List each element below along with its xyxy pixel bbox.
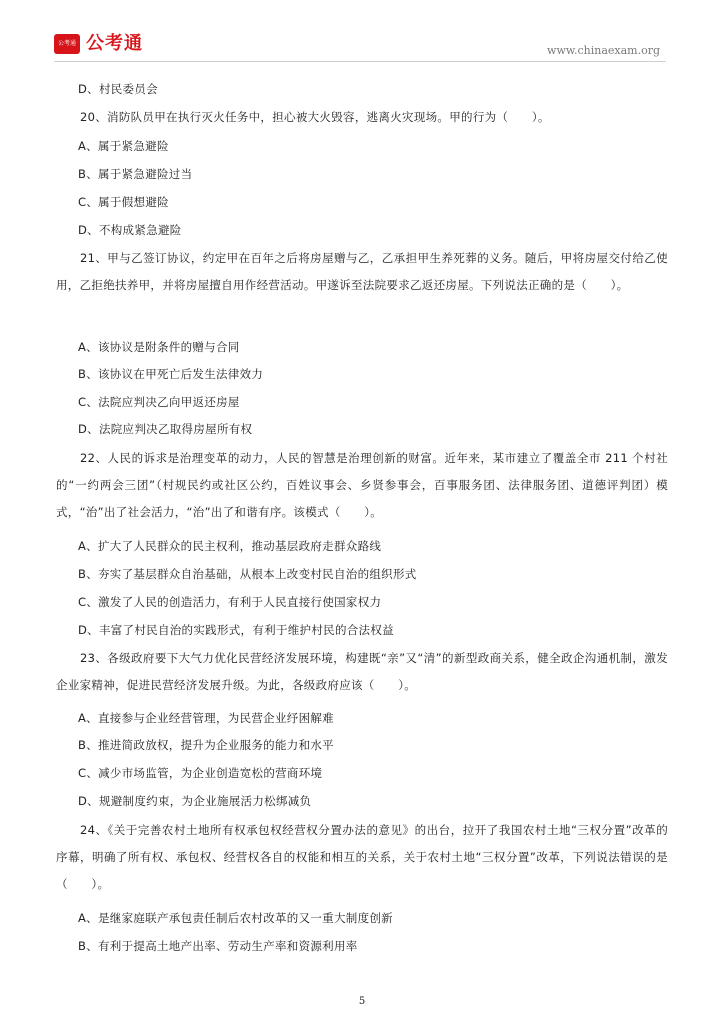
question-22-option-b: B、夯实了基层群众自治基础，从根本上改变村民自治的组织形式 [78,567,417,581]
question-24-option-b: B、有利于提高土地产出率、劳动生产率和资源利用率 [78,939,358,953]
question-21-option-c: C、法院应判决乙向甲返还房屋 [78,395,240,409]
header-divider [54,61,666,62]
question-24-stem: 24、《关于完善农村土地所有权承包权经营权分置办法的意见》的出台，拉开了我国农村土地“三权分置”改革的序幕，明确了所有权、承包权、经营权各自的权能和相互的关系，关于农村土地“三权分置”改革，下列说法错误的是（ ）。 [56,823,668,891]
question-20-stem: 20、消防队员甲在执行灭火任务中，担心被大火毁容，逃离火灾现场。甲的行为（ ）。 [80,110,550,124]
question-23-option-c: C、减少市场监管，为企业创造宽松的营商环境 [78,766,323,780]
question-21-option-b: B、该协议在甲死亡后发生法律效力 [78,367,264,381]
logo-text: 公考通 [86,33,143,54]
question-22-option-a: A、扩大了人民群众的民主权利，推动基层政府走群众路线 [78,539,382,553]
page-header [0,0,724,64]
question-23-option-d: D、规避制度约束，为企业施展活力松绑减负 [78,794,312,808]
question-21-option-d: D、法院应判决乙取得房屋所有权 [78,422,253,436]
question-24-option-a: A、是继家庭联产承包责任制后农村改革的又一重大制度创新 [78,911,393,925]
question-21-option-a: A、该协议是附条件的赠与合同 [78,340,240,354]
question-22-option-c: C、激发了人民的创造活力，有利于人民直接行使国家权力 [78,595,382,609]
prev-question-option-d: D、村民委员会 [78,82,158,96]
site-url: www.chinaexam.org [547,44,660,57]
question-20-option-c: C、属于假想避险 [78,195,169,209]
question-23-option-a: A、直接参与企业经营管理，为民营企业纾困解难 [78,711,334,725]
logo-mark: 公考通 [54,34,80,54]
question-20-option-a: A、属于紧急避险 [78,139,169,153]
question-22-stem: 22、人民的诉求是治理变革的动力，人民的智慧是治理创新的财富。近年来，某市建立了覆盖全市 211 个村社的“一约两会三团”（村规民约或社区公约，百姓议事会、乡贤参事会，百事服务团、法律服务团、道德评判团）模式，“治”出了社会活力，“治”出了和谐有序。该模式（ ）。 [56,451,668,519]
question-20-option-d: D、不构成紧急避险 [78,223,182,237]
question-21-stem: 21、甲与乙签订协议，约定甲在百年之后将房屋赠与乙，乙承担甲生养死葬的义务。随后，甲将房屋交付给乙使用，乙拒绝扶养甲，并将房屋擅自用作经营活动。甲遂诉至法院要求乙返还房屋。下列说法正确的是（ ）。 [56,251,668,292]
question-20-option-b: B、属于紧急避险过当 [78,167,193,181]
page-number: 5 [358,996,366,1007]
question-22-option-d: D、丰富了村民自治的实践形式，有利于维护村民的合法权益 [78,623,394,637]
question-23-stem: 23、各级政府要下大气力优化民营经济发展环境，构建既“亲”又“清”的新型政商关系，健全政企沟通机制，激发企业家精神，促进民营经济发展升级。为此，各级政府应该（ ）。 [56,651,668,692]
question-23-option-b: B、推进简政放权，提升为企业服务的能力和水平 [78,738,334,752]
